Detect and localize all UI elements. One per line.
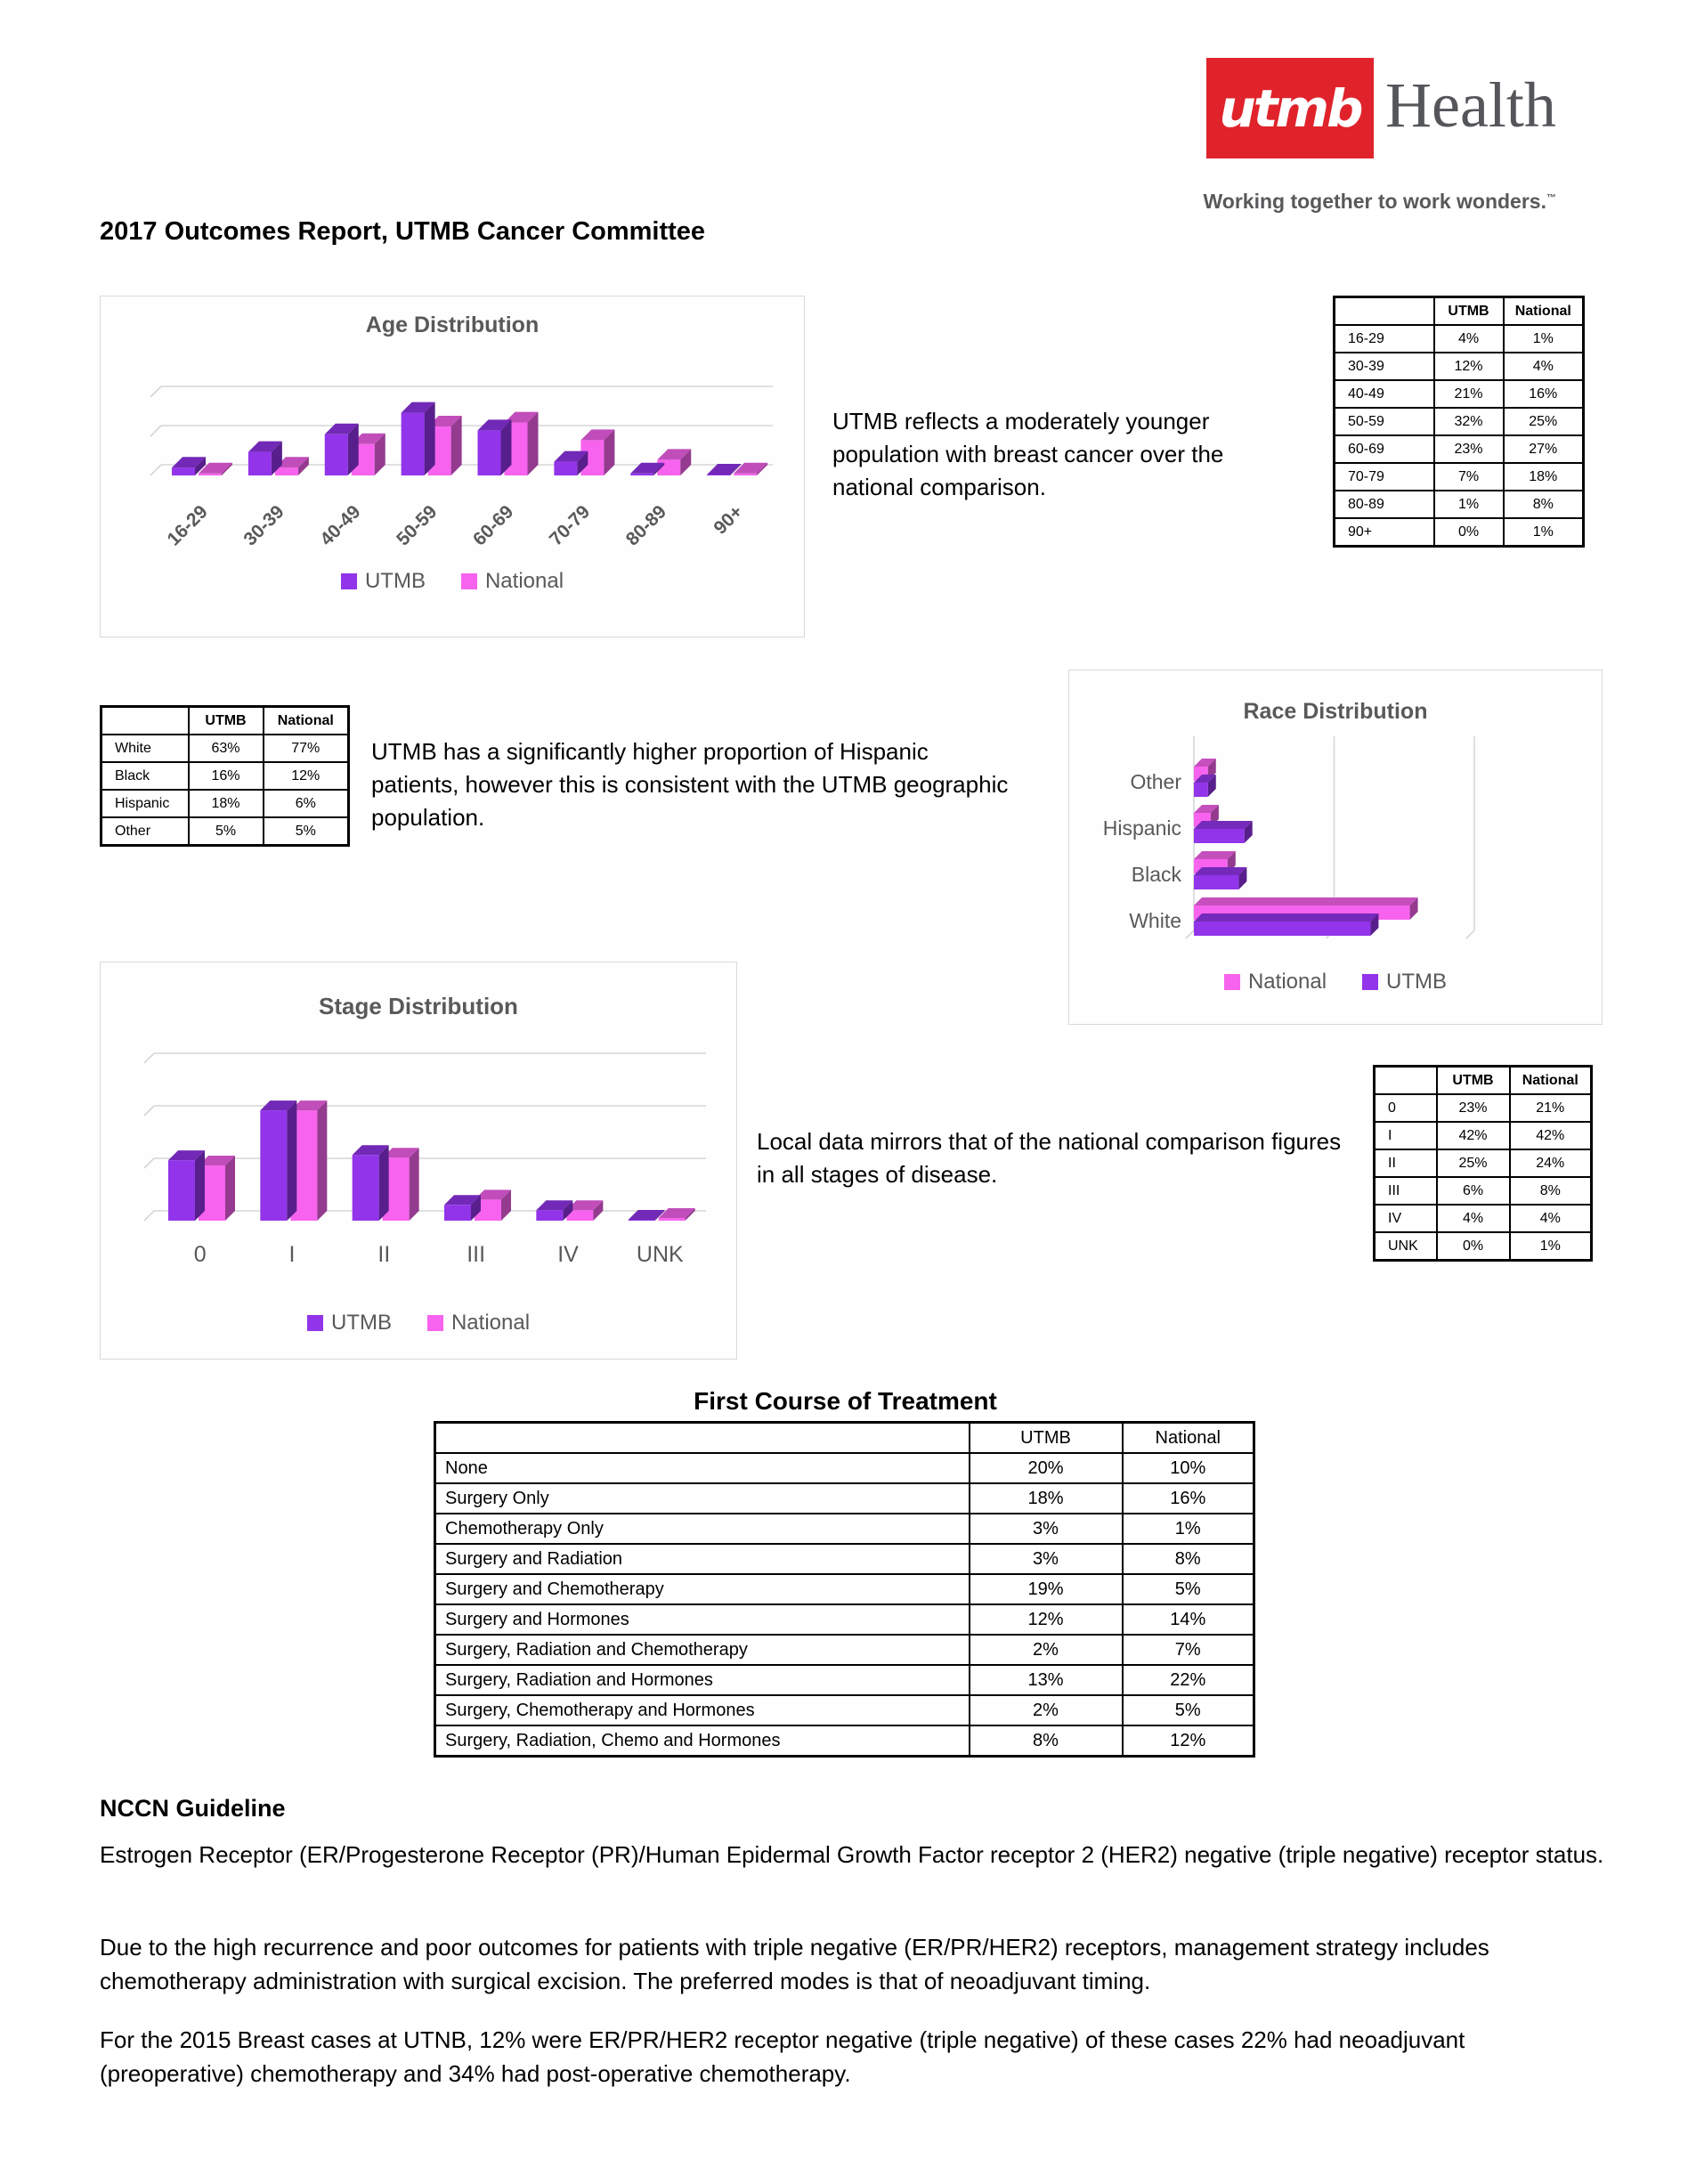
page-title: 2017 Outcomes Report, UTMB Cancer Committee xyxy=(100,217,706,246)
nccn-heading: NCCN Guideline xyxy=(100,1795,286,1822)
svg-text:UNK: UNK xyxy=(636,1242,684,1267)
legend-label: UTMB xyxy=(330,1311,392,1335)
utmb-logo xyxy=(1206,58,1374,158)
svg-text:III: III xyxy=(467,1242,486,1267)
svg-text:Hispanic: Hispanic xyxy=(1102,816,1181,840)
tagline-text: Working together to work wonders. xyxy=(1203,190,1546,213)
table-row: III 6% 8% xyxy=(1375,1177,1592,1205)
table-header-row: UTMB National xyxy=(101,707,349,735)
legend-swatch xyxy=(1224,974,1240,990)
legend-item xyxy=(307,1311,392,1336)
legend-item xyxy=(1224,970,1327,995)
svg-text:0: 0 xyxy=(193,1242,207,1267)
table-row: 30-39 12% 4% xyxy=(1335,353,1584,380)
legend-swatch xyxy=(1362,974,1378,990)
svg-text:II: II xyxy=(377,1242,391,1267)
table-row: 0 23% 21% xyxy=(1375,1094,1592,1122)
legend-label: National xyxy=(450,1311,531,1335)
svg-text:30-39: 30-39 xyxy=(239,501,288,550)
nccn-paragraph: Due to the high recurrence and poor outcomes for patients with triple negative (ER/PR/HER2) receptors, management strategy includes chemotherapy administration with surgical excision. The preferred modes is that of neoadjuvant timing. xyxy=(100,1934,1489,1994)
legend-item xyxy=(461,569,564,594)
age-note: UTMB reflects a moderately younger population with breast cancer over the national comparison. xyxy=(832,408,1224,500)
legend-item xyxy=(427,1311,530,1336)
svg-text:60-69: 60-69 xyxy=(469,501,518,550)
svg-text:IV: IV xyxy=(557,1242,579,1267)
chart-plot xyxy=(1076,724,1593,960)
chart-plot xyxy=(108,1018,729,1311)
age-distribution-chart xyxy=(100,296,805,637)
stage-table xyxy=(1373,1065,1593,1262)
table-row: Surgery, Radiation and Chemotherapy 2% 7% xyxy=(435,1635,1254,1665)
table-row: UNK 0% 1% xyxy=(1375,1232,1592,1261)
table-row: 80-89 1% 8% xyxy=(1335,491,1584,518)
table-row: None 20% 10% xyxy=(435,1453,1254,1483)
svg-text:80-89: 80-89 xyxy=(621,501,671,550)
table-row: Surgery and Radiation 3% 8% xyxy=(435,1544,1254,1574)
svg-text:Other: Other xyxy=(1130,770,1181,793)
table-row: 60-69 23% 27% xyxy=(1335,435,1584,463)
svg-text:50-59: 50-59 xyxy=(393,501,442,550)
svg-text:I: I xyxy=(288,1242,296,1267)
svg-text:16-29: 16-29 xyxy=(163,501,212,550)
legend-swatch xyxy=(341,573,357,589)
table-row: 50-59 32% 25% xyxy=(1335,408,1584,435)
chart-legend xyxy=(101,1311,736,1336)
legend-item xyxy=(341,569,426,594)
table-row: Surgery and Hormones 12% 14% xyxy=(435,1604,1254,1635)
svg-text:Black: Black xyxy=(1131,863,1181,886)
stage-note: Local data mirrors that of the national comparison figures in all stages of disease. xyxy=(757,1128,1342,1188)
treatment-table-title: First Course of Treatment xyxy=(694,1387,997,1415)
table-row: 40-49 21% 16% xyxy=(1335,380,1584,408)
table-row: 70-79 7% 18% xyxy=(1335,463,1584,491)
chart-title: Age Distribution xyxy=(365,313,540,337)
table-row: 16-29 4% 1% xyxy=(1335,325,1584,353)
table-header-row: UTMB National xyxy=(435,1423,1254,1454)
table-row: Surgery Only 18% 16% xyxy=(435,1483,1254,1514)
table-row: Surgery, Radiation, Chemo and Hormones 8% 12% xyxy=(435,1725,1254,1757)
treatment-table xyxy=(434,1421,1255,1758)
table-row: 90+ 0% 1% xyxy=(1335,518,1584,547)
age-table xyxy=(1333,296,1585,548)
chart-title: Stage Distribution xyxy=(319,993,518,1019)
legend-swatch xyxy=(307,1315,323,1331)
table-row: Hispanic 18% 6% xyxy=(101,790,349,817)
table-header-row: UTMB National xyxy=(1335,297,1584,326)
table-row: Surgery and Chemotherapy 19% 5% xyxy=(435,1574,1254,1604)
trademark-symbol: ™ xyxy=(1546,192,1556,204)
chart-title: Race Distribution xyxy=(1243,699,1428,724)
table-row: Black 16% 12% xyxy=(101,762,349,790)
legend-label: UTMB xyxy=(364,569,426,593)
svg-text:40-49: 40-49 xyxy=(316,501,365,550)
legend-label: UTMB xyxy=(1386,970,1448,994)
legend-swatch xyxy=(427,1315,443,1331)
race-table xyxy=(100,705,350,847)
health-logo-text: Health xyxy=(1385,69,1556,141)
table-row: Other 5% 5% xyxy=(101,817,349,846)
svg-text:White: White xyxy=(1129,909,1181,932)
utmb-logo-text: utmb xyxy=(1219,77,1361,139)
legend-swatch xyxy=(461,573,477,589)
chart-legend xyxy=(101,569,804,594)
table-row: Chemotherapy Only 3% 1% xyxy=(435,1514,1254,1544)
logo-tagline xyxy=(1197,190,1556,214)
table-row: Surgery, Chemotherapy and Hormones 2% 5% xyxy=(435,1695,1254,1725)
table-header-row: UTMB National xyxy=(1375,1067,1592,1095)
stage-distribution-chart xyxy=(100,962,737,1360)
svg-text:90+: 90+ xyxy=(710,501,747,539)
chart-legend xyxy=(1069,970,1602,995)
race-distribution-chart xyxy=(1068,670,1603,1025)
table-row: II 25% 24% xyxy=(1375,1149,1592,1177)
table-row: I 42% 42% xyxy=(1375,1122,1592,1149)
nccn-paragraph: Estrogen Receptor (ER/Progesterone Receptor (PR)/Human Epidermal Growth Factor receptor 2 (HER2) negative (triple negative) receptor status. xyxy=(100,1841,1604,1868)
legend-label: National xyxy=(1247,970,1327,994)
svg-text:70-79: 70-79 xyxy=(545,501,595,550)
table-row: Surgery, Radiation and Hormones 13% 22% xyxy=(435,1665,1254,1695)
legend-label: National xyxy=(484,569,564,593)
race-note: UTMB has a significantly higher proportion of Hispanic patients, however this is consistent with the UTMB geographic population. xyxy=(371,738,1009,831)
table-row: IV 4% 4% xyxy=(1375,1205,1592,1232)
nccn-paragraph: For the 2015 Breast cases at UTNB, 12% were ER/PR/HER2 receptor negative (triple negative) of these cases 22% had neoadjuvant (preoperative) chemotherapy and 34% had post-operative chemotherapy. xyxy=(100,2026,1465,2087)
legend-item xyxy=(1362,970,1447,995)
table-row: White 63% 77% xyxy=(101,735,349,762)
